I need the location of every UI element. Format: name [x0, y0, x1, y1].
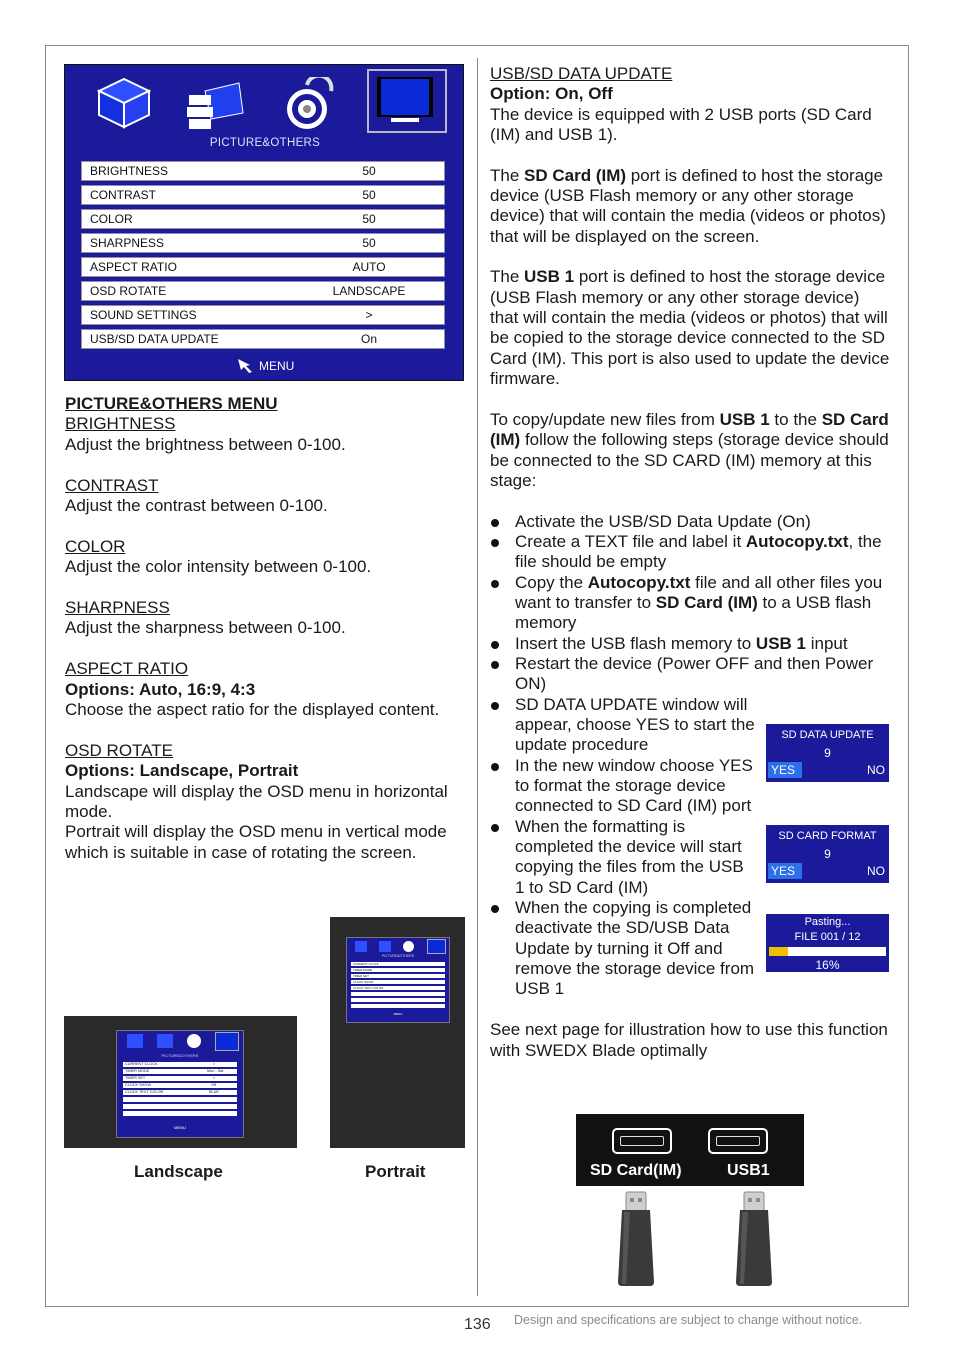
row-label: COLOR: [90, 212, 133, 226]
osd-row-sound-settings[interactable]: [81, 305, 445, 325]
mini-tab-title: PICTURE&OTHERS: [381, 954, 415, 958]
sharpness-desc: Adjust the sharpness between 0-100.: [65, 618, 346, 638]
sd-card-port-icon: [612, 1128, 672, 1154]
dialog-countdown: 9: [824, 847, 831, 861]
row-value: 50: [362, 212, 376, 226]
row-label: SOUND SETTINGS: [90, 308, 197, 322]
usb1-port-label: USB1: [727, 1162, 770, 1179]
usb-flash-drive-icon: [610, 1190, 660, 1290]
mini-row: CLOCK SHOW Off: [123, 1083, 237, 1088]
row-value: 50: [362, 188, 376, 202]
osd-rotate-heading: OSD ROTATE: [65, 740, 173, 760]
color-desc: Adjust the color intensity between 0-100.: [65, 557, 372, 577]
no-button[interactable]: NO: [867, 864, 885, 878]
sd-data-update-dialog: [766, 724, 889, 782]
row-label: BRIGHTNESS: [90, 164, 169, 178]
aspect-ratio-desc: Choose the aspect ratio for the displayed content.: [65, 700, 440, 720]
osd-menu-footer[interactable]: [65, 357, 465, 373]
landscape-caption: Landscape: [134, 1162, 223, 1181]
usb-ports-panel: [576, 1114, 804, 1186]
dialog-title: SD CARD FORMAT: [778, 830, 877, 842]
mini-row: CURRENT CLOCK >: [123, 1062, 237, 1067]
mini-row-empty: [351, 992, 445, 996]
osd-row-brightness[interactable]: [81, 161, 445, 181]
osd-row-osd-rotate[interactable]: [81, 281, 445, 301]
mini-row: CLOCK SHOW: [351, 980, 445, 984]
mini-row-empty: [123, 1097, 237, 1102]
picture-icon: [379, 941, 391, 952]
step-item: Copy the Autocopy.txt file and all other files you want to transfer to SD Card (IM) to a USB flash memory: [490, 573, 890, 634]
lock-icon: [285, 77, 335, 136]
mini-row: CLOCK TEXT COLOR: [351, 986, 445, 990]
step-item: Create a TEXT file and label it Autocopy.txt, the file should be empty: [490, 532, 890, 573]
mini-row-empty: [351, 998, 445, 1002]
usb1-port-icon: [708, 1128, 768, 1154]
see-next-page: See next page for illustration how to use this function with SWEDX Blade optimally: [490, 1020, 888, 1060]
screen-icon: [215, 1032, 239, 1051]
osd-row-usb-sd-data-update[interactable]: [81, 329, 445, 349]
step-item: SD DATA UPDATE window will appear, choose YES to start the update procedure: [490, 695, 755, 756]
mini-menu-footer: MENU: [393, 1012, 403, 1016]
cube-icon: [97, 77, 151, 134]
mini-row: TIMER SET: [351, 974, 445, 978]
osd-row-contrast[interactable]: [81, 185, 445, 205]
osd-rotate-options: Options: Landscape, Portrait: [65, 761, 299, 781]
pasting-title: Pasting...: [804, 916, 851, 928]
mini-row-empty: [351, 1004, 445, 1008]
page-footer: Design and specifications are subject to change without notice.: [514, 1313, 863, 1327]
osd-row-color[interactable]: [81, 209, 445, 229]
mini-row: CURRENT CLOCK: [351, 962, 445, 966]
progress-percent: 16%: [815, 958, 840, 972]
osd-row-aspect-ratio[interactable]: [81, 257, 445, 277]
brightness-desc: Adjust the brightness between 0-100.: [65, 434, 346, 454]
osd-rotate-desc-portrait: Portrait will display the OSD menu in vertical mode which is suitable in case of rotating the screen.: [65, 822, 447, 862]
color-heading: COLOR: [65, 536, 126, 556]
osd-rotate-desc-landscape: Landscape will display the OSD menu in horizontal mode.: [65, 781, 448, 822]
mini-tab-title: PICTURE&OTHERS: [161, 1053, 199, 1058]
dialog-countdown: 9: [824, 746, 831, 760]
usb-sd-heading: USB/SD DATA UPDATE: [490, 64, 673, 83]
menu-label: MENU: [259, 359, 295, 373]
row-label: CONTRAST: [90, 188, 156, 202]
mini-row: TIMER SET >: [123, 1076, 237, 1081]
row-value: LANDSCAPE: [332, 284, 406, 298]
page-number: 136: [464, 1316, 491, 1333]
step-item: When the formatting is completed the device will start copying the files from the USB 1 to SD Card (IM): [490, 817, 750, 898]
osd-rows: [81, 161, 445, 353]
yes-button[interactable]: YES: [768, 863, 802, 879]
portrait-caption: Portrait: [365, 1162, 426, 1181]
pasting-file-count: FILE 001 / 12: [794, 931, 861, 943]
aspect-ratio-heading: ASPECT RATIO: [65, 659, 189, 679]
osd-tab-title: PICTURE&OTHERS: [209, 137, 321, 149]
osd-row-sharpness[interactable]: [81, 233, 445, 253]
step-item: Insert the USB flash memory to USB 1 input: [490, 634, 890, 654]
pasting-dialog: [766, 914, 889, 972]
progress-bar: [769, 947, 886, 956]
mini-osd-menu: [346, 937, 450, 1023]
row-value: 50: [362, 164, 376, 178]
row-value: AUTO: [352, 260, 386, 274]
contrast-heading: CONTRAST: [65, 475, 159, 495]
contrast-desc: Adjust the contrast between 0-100.: [65, 496, 328, 516]
mini-row: CLOCK TEXT COLOR BLUE: [123, 1090, 237, 1095]
menu-section-title: PICTURE&OTHERS MENU: [65, 394, 278, 413]
mini-osd-menu: [116, 1030, 244, 1138]
column-divider: [477, 58, 478, 1296]
brightness-heading: BRIGHTNESS: [65, 414, 176, 434]
step-item: When the copying is completed deactivate the SD/USB Data Update by turning it Off and remove the storage device from USB 1: [490, 898, 755, 1000]
row-label: ASPECT RATIO: [90, 260, 177, 274]
mini-row-empty: [123, 1111, 237, 1116]
usb-sd-options: Option: On, Off: [490, 84, 613, 104]
return-arrow-icon: [236, 357, 256, 373]
landscape-screen-image: [64, 1016, 297, 1148]
row-value: 50: [362, 236, 376, 250]
copy-steps-intro: To copy/update new files from USB 1 to the SD Card (IM) follow the following steps (storage device should be connected to the SD CARD (IM) memory at this stage:: [490, 409, 889, 490]
sd-card-format-dialog: [766, 825, 889, 883]
row-label: SHARPNESS: [90, 236, 165, 250]
dialog-title: SD DATA UPDATE: [781, 729, 874, 741]
usb-flash-drive-icon: [728, 1190, 778, 1290]
sd-card-port-label: SD Card(IM): [590, 1162, 682, 1179]
right-text: [490, 64, 890, 1061]
mini-menu-footer: MENU: [174, 1125, 186, 1130]
step-item: In the new window choose YES to format the storage device connected to SD Card (IM) port: [490, 756, 755, 817]
cube-icon: [127, 1034, 143, 1048]
mini-row: TIMER MODE Mon - Sat: [123, 1069, 237, 1074]
cube-icon: [355, 941, 367, 952]
sharpness-heading: SHARPNESS: [65, 598, 170, 618]
portrait-screen-image: [330, 917, 465, 1148]
step-item: Restart the device (Power OFF and then Power ON): [490, 654, 890, 695]
usb-sd-intro: The device is equipped with 2 USB ports (SD Card (IM) and USB 1).: [490, 104, 872, 145]
row-value: On: [360, 332, 377, 346]
usb1-paragraph: The USB 1 port is defined to host the storage device (USB Flash memory or any other storage device) that will contain the media (videos or photos) that will be copied to the storage device connected to the SD Card (IM). This port is also used to update the device firmware.: [490, 267, 890, 389]
lock-icon: [403, 941, 414, 952]
step-item: Activate the USB/SD Data Update (On): [490, 512, 890, 532]
screen-icon: [367, 69, 447, 133]
mini-row-empty: [123, 1104, 237, 1109]
lock-icon: [187, 1034, 201, 1048]
row-label: OSD ROTATE: [90, 284, 167, 298]
picture-icon: [185, 75, 247, 138]
yes-button[interactable]: YES: [768, 762, 802, 778]
screen-icon: [427, 939, 446, 954]
progress-fill: [769, 947, 788, 956]
picture-icon: [157, 1034, 173, 1048]
left-text: [65, 394, 465, 863]
row-value: >: [365, 308, 373, 322]
no-button[interactable]: NO: [867, 763, 885, 777]
osd-menu: [64, 64, 464, 381]
row-label: USB/SD DATA UPDATE: [90, 332, 219, 346]
aspect-ratio-options: Options: Auto, 16:9, 4:3: [65, 679, 256, 699]
mini-row: TIMER MODE: [351, 968, 445, 972]
sd-card-paragraph: The SD Card (IM) port is defined to host the storage device (USB Flash memory or any other storage device) that will contain the media (videos or photos) that will be displayed on the screen.: [490, 165, 886, 246]
